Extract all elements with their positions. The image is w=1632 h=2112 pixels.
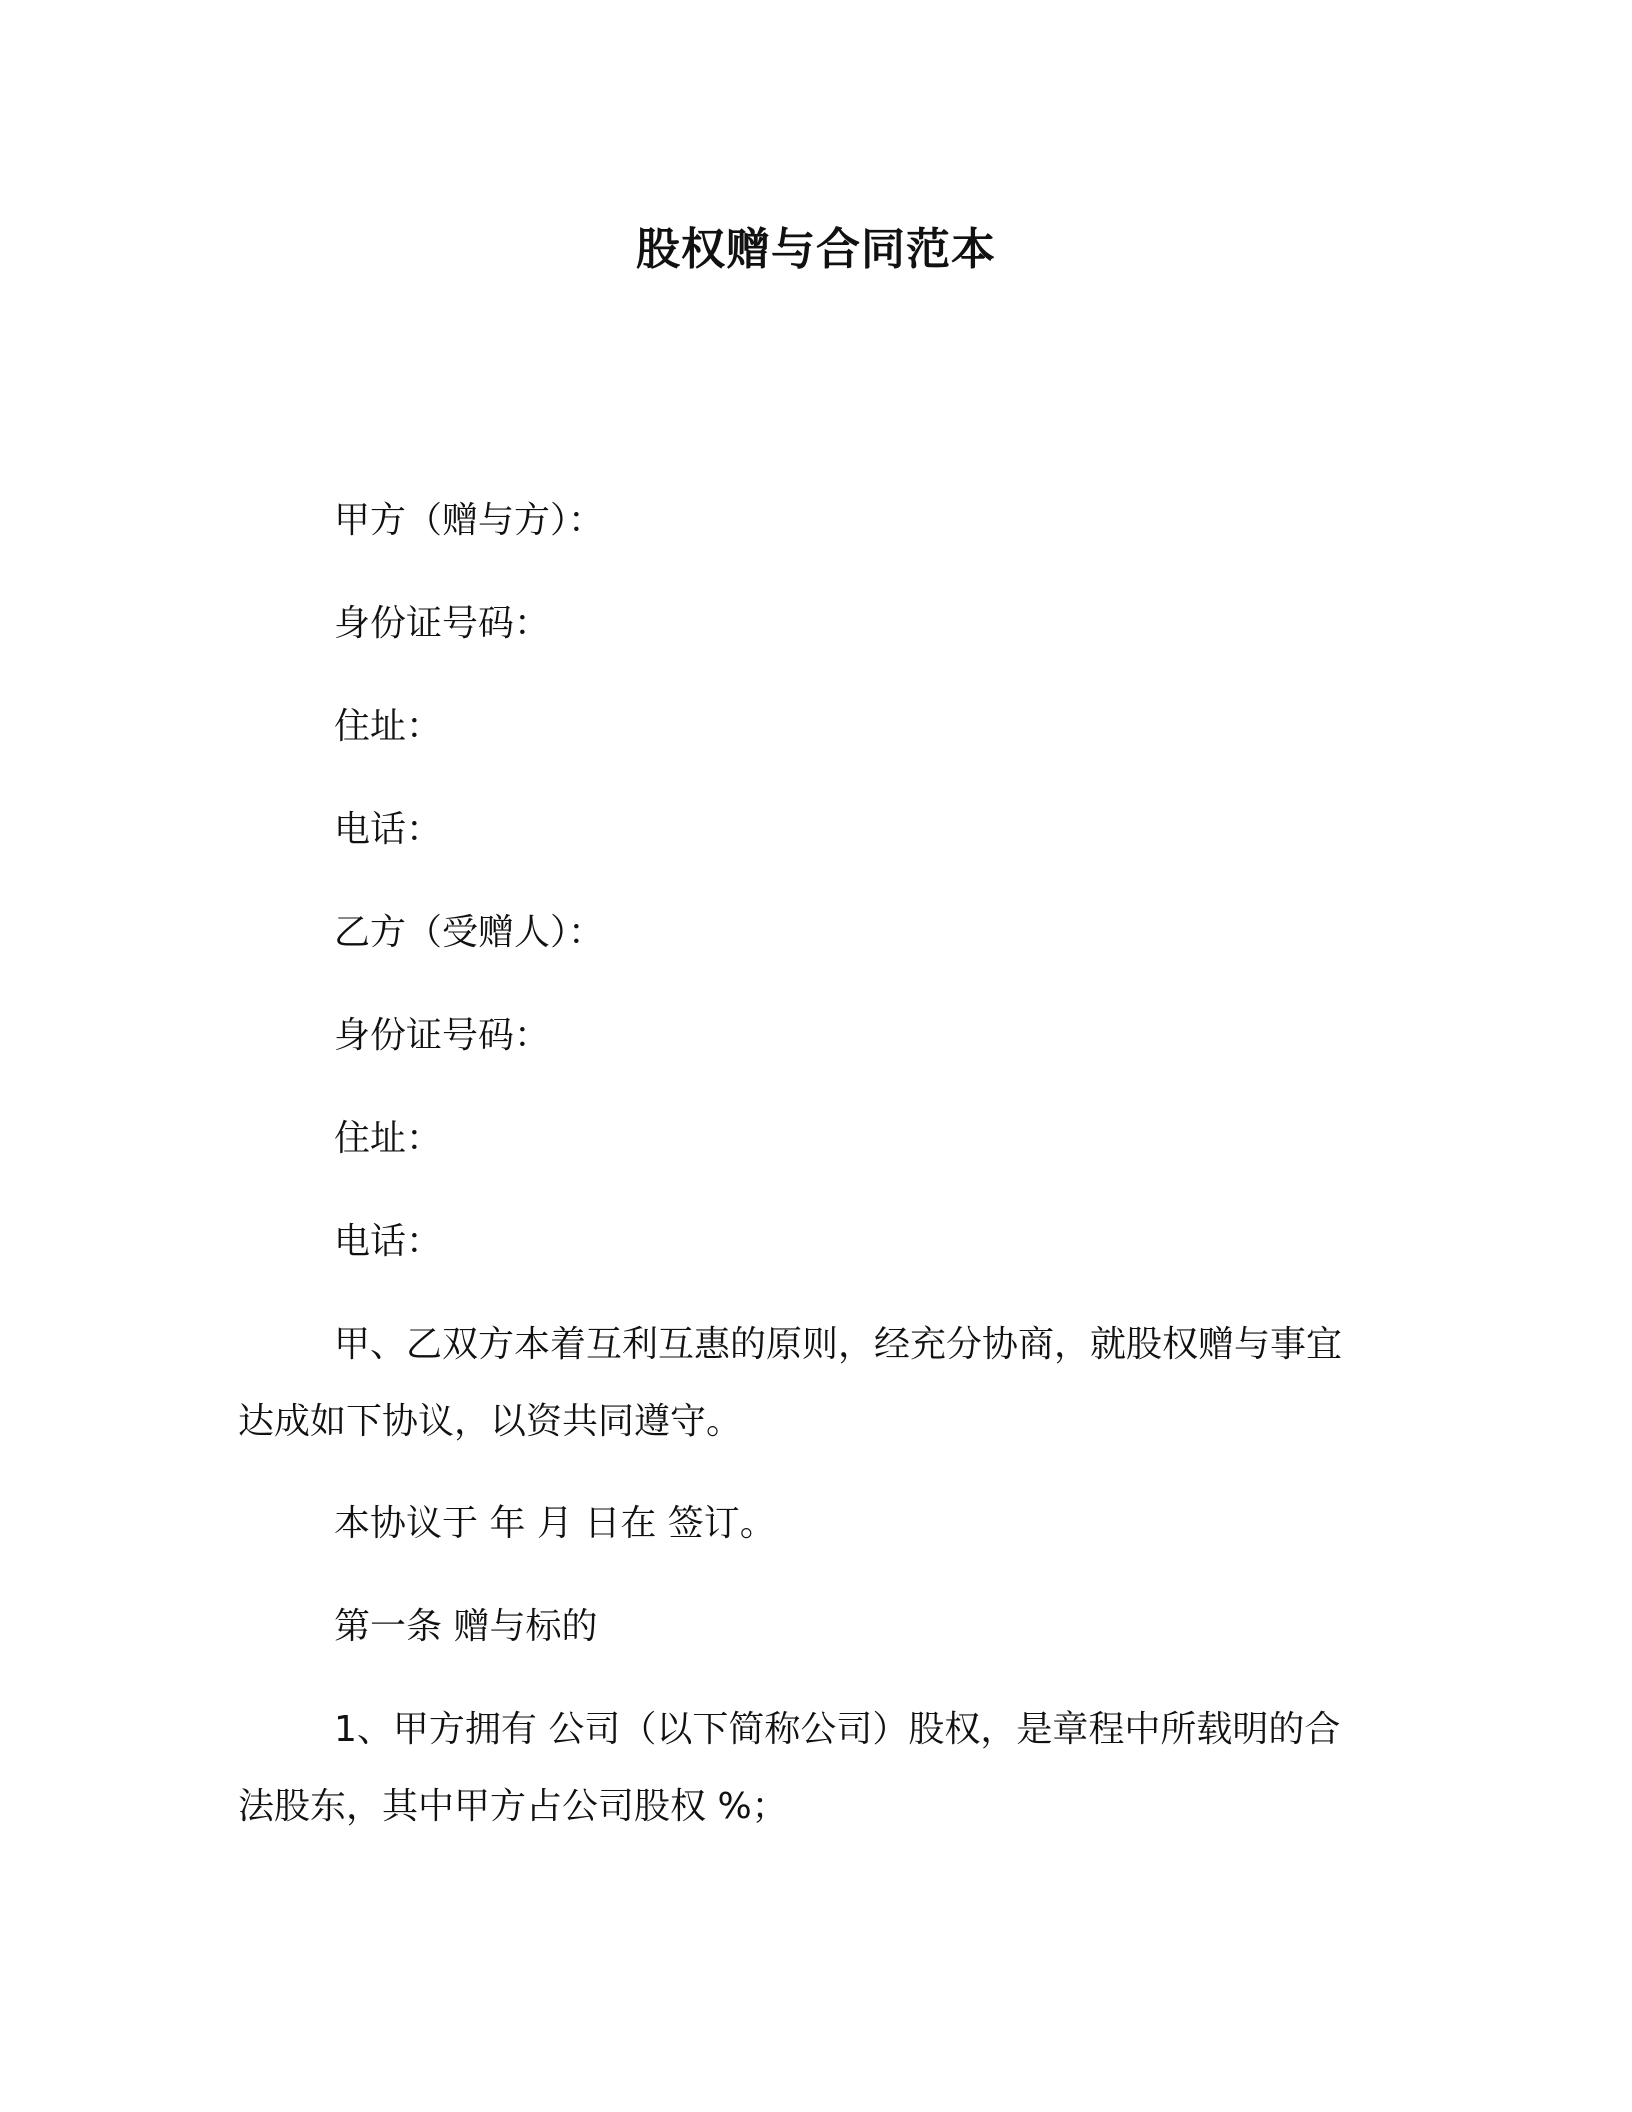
article-1-clause-1-line-2: 法股东，其中甲方占公司股权 %； <box>238 1786 788 1827</box>
party-a-phone-label: 电话： <box>334 809 443 850</box>
party-b-heading: 乙方（受赠人）： <box>334 912 605 953</box>
party-b-phone-label: 电话： <box>334 1221 443 1262</box>
preamble-line-1: 甲、乙双方本着互利互惠的原则，经充分协商，就股权赠与事宜 <box>334 1324 1343 1365</box>
party-a-heading: 甲方（赠与方）： <box>334 500 605 541</box>
article-1-clause-1-line-1: 1、甲方拥有 公司（以下简称公司）股权，是章程中所载明的合 <box>334 1709 1341 1750</box>
preamble-line-2: 达成如下协议，以资共同遵守。 <box>238 1401 743 1442</box>
party-b-id-label: 身份证号码： <box>334 1015 551 1056</box>
party-a-id-label: 身份证号码： <box>334 603 551 644</box>
party-b-address-label: 住址： <box>334 1118 443 1159</box>
document-title: 股权赠与合同范本 <box>636 224 996 275</box>
article-1-heading: 第一条 赠与标的 <box>334 1606 598 1647</box>
signing-statement: 本协议于 年 月 日在 签订。 <box>334 1503 776 1544</box>
party-a-address-label: 住址： <box>334 706 443 747</box>
